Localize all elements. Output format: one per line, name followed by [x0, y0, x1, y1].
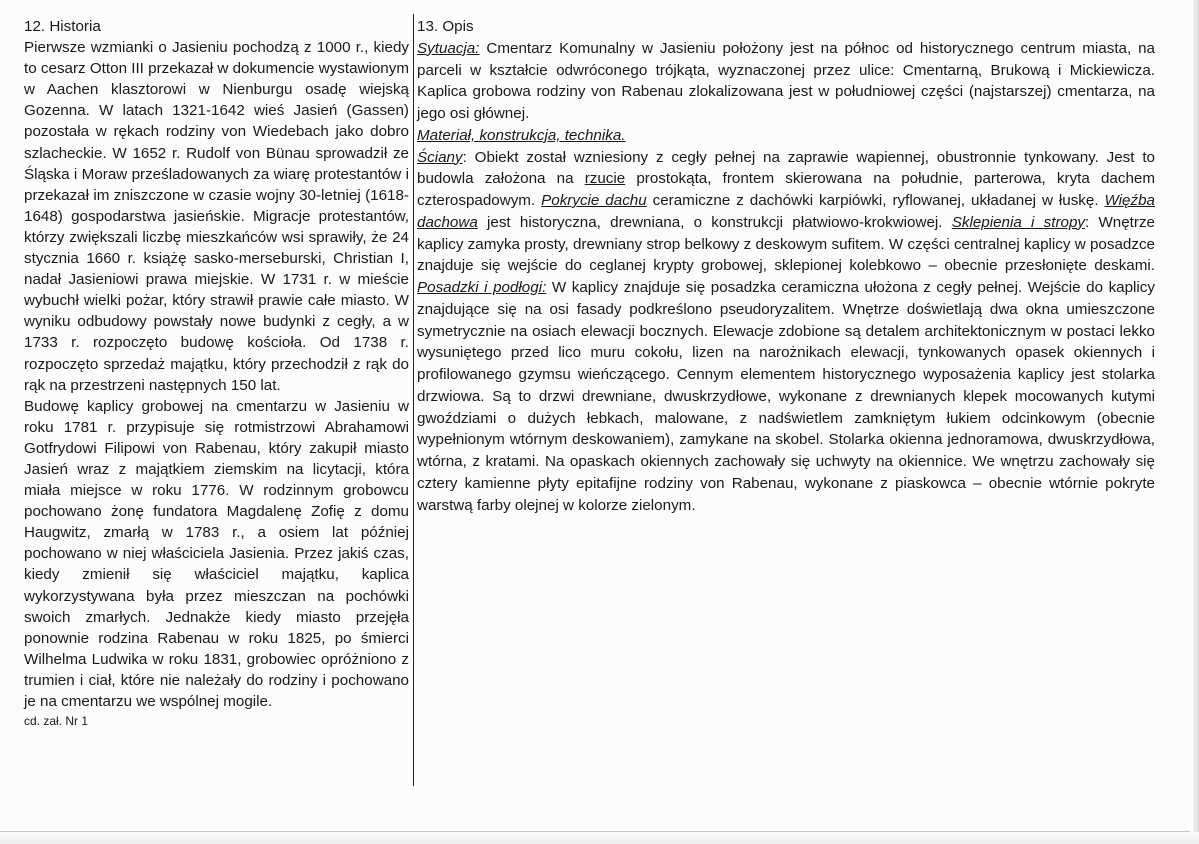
- truss-text: jest historyczna, drewniana, o konstrukcji płatwiowo-krokwiowej.: [477, 213, 952, 231]
- floors-label: Posadzki i podłogi:: [417, 279, 547, 296]
- situation-text: Cmentarz Komunalny w Jasieniu położony jest na północ od historycznego centrum miasta, na parceli w kształcie odwróconego trójkąta, wyznaczonej przez ulice: Cmentarną, Brukową i Mickiewicza. Kaplica grobowa rodziny von Rabenau zlokalizowana jest w południowej części (najstarszej) cmentarza, na jego osi głównej.: [417, 39, 1155, 122]
- walls-rzucie: rzucie: [584, 170, 626, 188]
- floors-text: W kaplicy znajduje się posadzka ceramiczna ułożona z cegły pełnej. Wejście do kaplicy znajdujące się na osi fasady podkreślono pseudoryzalitem. Wnętrze doświetlają dwa okna umieszczone symetrycznie na osiach elewacji bocznych. Elewacje zdobione są detalem architektonicznym w postaci lekko wysuniętego przed lico muru cokołu, lizen na narożnikach elewacji, tynkowanych opasek okiennych i profilowanego gzymsu wieńczącego. Cennym elementem historycznego wyposażenia kaplicy jest stolarka drzwiowa. Są to drzwi drewniane, dwuskrzydłowe, wykonane z drewnianych klepek mocowanych kutymi gwoździami o dużych łebkach, malowane, z nadświetlem zamkniętym łukiem odcinkowym (obecnie wypełnionym wtórnym deskowaniem), zamykane na skobel. Stolarka okienna jednoramowa, dwuskrzydłowa, wtórna, z kratami. Na opaskach okiennych zachowały się uchwyty na okiennice. We wnętrzu zachowały się cztery kamienne płyty epitafijne rodziny von Rabenau, wykonane z piaskowca – obecnie wtórnie pokryte warstwą farby olejnej w kolorze zielonym.: [417, 279, 1155, 514]
- history-heading: 12. Historia: [24, 18, 101, 35]
- vaults-text: : Wnętrze kaplicy zamyka prosty, drewniany strop belkowy z deskowym sufitem. W części centralnej kaplicy w posadzce znajduje się wejście do ceglanej krypty grobowej, sklepionej kolebkowo – obecnie przesłonięte deskami.: [417, 213, 1155, 275]
- roofing-text: ceramiczne z dachówki karpiówki, ryflowanej, układanej w łuskę.: [646, 192, 1105, 209]
- history-column: [24, 16, 409, 729]
- scan-edge-bottom: [0, 832, 1199, 844]
- situation-paragraph: [417, 38, 1155, 125]
- material-heading: [417, 125, 1155, 147]
- continuation-note: cd. zał. Nr 1: [24, 714, 89, 729]
- description-column: [417, 16, 1155, 516]
- walls-text-2: prostokąta, frontem skierowana na południe, parterowa, kryta dachem czterospadowym.: [417, 170, 1155, 209]
- walls-paragraph: [417, 147, 1155, 517]
- truss-label: Więźba dachowa: [417, 192, 1155, 231]
- description-heading: 13. Opis: [417, 18, 474, 35]
- history-paragraph-1: Pierwsze wzmianki o Jasieniu pochodzą z 1000 r., kiedy to cesarz Otton III przekazał w dokumencie wystawionym w Aachen klasztorowi w Nienburgu osadę wiejską Gozenna. W latach 1321-1642 wieś Jasień (Gassen) pozostała w rękach rodziny von Wiedebach jako dobro szlacheckie. W 1652 r. Rudolf von Bünau sprowadził ze Śląska i Moraw prześladowanych za wiarę protestantów i przekazał im zniszczone w czasie wojny 30-letniej (1618-1648) gospodarstwa jasieńskie. Migracje protestantów, którzy zwiększali liczbę mieszkańców wsi sprawiły, że 24 stycznia 1660 r. książę sasko-merseburski, Christian I, nadał Jasieniowi prawa miejskie. W 1731 r. w mieście wybuchł wielki pożar, który strawił prawie całe miasto. W wyniku odbudowy powstały nowe budynki z cegły, a w 1733 r. rozpoczęto budowę kościoła. Od 1738 r. rozpoczęto sprzedaż majątku, który przechodził z rąk do rąk na przestrzeni następnych 150 lat.: [24, 39, 409, 394]
- scan-edge-right: [1193, 0, 1199, 844]
- material-label: Materiał, konstrukcja, technika.: [417, 126, 626, 144]
- column-divider: [413, 14, 414, 786]
- walls-text-1: : Obiekt został wzniesiony z cegły pełnej na zaprawie wapiennej, obustronnie tynkowany. Jest to budowla założona na: [417, 148, 1155, 188]
- situation-label: Sytuacja:: [417, 39, 480, 57]
- vaults-label: Sklepienia i stropy: [951, 213, 1085, 231]
- history-paragraph-2: Budowę kaplicy grobowej na cmentarzu w Jasieniu w roku 1781 r. przypisuje się rotmistrzowi Abrahamowi Gotfrydowi Filipowi von Rabenau, który zakupił miasto Jasień wraz z majątkiem ziemskim na licytacji, która miała miejsce w roku 1776. W rodzinnym grobowcu pochowano żonę fundatora Magdalenę Zofię z domu Haugwitz, zmarłą w 1783 r., a osiem lat później pochowano w niej właściciela Jasienia. Przez jakiś czas, kiedy zmienił się właściciel majątku, kaplica wykorzystywana była przez mieszczan na pochówki swoich zmarłych. Jednakże kiedy miasto przejęła ponownie rodzina Rabenau w roku 1825, po śmierci Wilhelma Ludwika w roku 1831, grobowiec opróżniono z trumien i ciał, które nie należały do rodziny i pochowano je na cmentarzu we wspólnej mogile.: [24, 397, 409, 710]
- walls-label: Ściany: [417, 148, 463, 166]
- roofing-label: Pokrycie dachu: [541, 192, 647, 209]
